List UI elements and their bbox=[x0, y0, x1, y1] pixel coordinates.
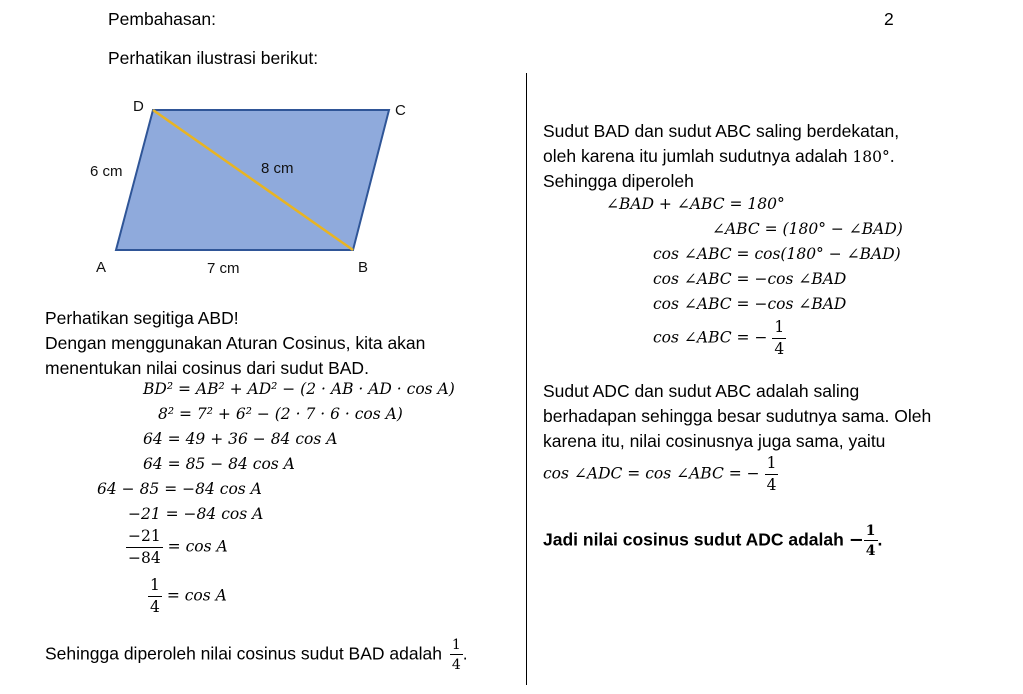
equation-rhs: = cos A bbox=[166, 586, 227, 605]
final-answer-period: . bbox=[877, 529, 883, 550]
intro-text: Perhatikan ilustrasi berikut: bbox=[108, 48, 319, 68]
column-divider bbox=[526, 73, 527, 685]
left-line-1: Perhatikan segitiga ABD! bbox=[45, 308, 239, 328]
final-answer-fraction bbox=[864, 524, 878, 558]
vertex-c-label: C bbox=[395, 102, 406, 119]
right-para2-line-3: karena itu, nilai cosinusnya juga sama, yaitu bbox=[543, 431, 886, 451]
final-answer-sign: − bbox=[848, 529, 864, 551]
equation-cos-abc-3: cos ∠ABC = −cos ∠BAD bbox=[653, 295, 847, 313]
equation-step-3: 64 = 49 + 36 − 84 cos A bbox=[143, 430, 338, 448]
equation-cos-abc-2: cos ∠ABC = −cos ∠BAD bbox=[653, 270, 847, 288]
equation-angle-sum: ∠BAD + ∠ABC = 180° bbox=[606, 195, 785, 213]
fraction-neg-1-4 bbox=[772, 320, 786, 357]
equation-step-6: −21 = −84 cos A bbox=[128, 505, 264, 523]
fraction-neg-1-4 bbox=[765, 456, 779, 493]
fraction-denominator: −84 bbox=[128, 548, 161, 567]
section-title: Pembahasan: bbox=[108, 9, 216, 29]
vertex-a-label: A bbox=[96, 259, 107, 276]
equation-step-5: 64 − 85 = −84 cos A bbox=[97, 480, 262, 498]
conclusion-fraction bbox=[450, 638, 463, 672]
equation-lhs: cos ∠ABC = − bbox=[653, 328, 768, 347]
fraction-numerator: −21 bbox=[126, 529, 163, 548]
equation-cosine-rule: BD² = AB² + AD² − (2 · AB · AD · cos A) bbox=[143, 380, 455, 398]
fraction-denominator: 4 bbox=[865, 543, 876, 559]
side-ad-label: 6 cm bbox=[90, 163, 123, 180]
final-answer bbox=[543, 524, 882, 558]
fraction-numerator: 1 bbox=[451, 637, 461, 653]
fraction-numerator: 1 bbox=[772, 320, 786, 339]
right-line-2-text: oleh karena itu jumlah sudutnya adalah bbox=[543, 146, 848, 166]
equation-angle-abc: ∠ABC = (180° − ∠BAD) bbox=[712, 220, 903, 238]
fraction-denominator: 4 bbox=[766, 475, 777, 494]
equation-rhs: = cos A bbox=[167, 537, 228, 556]
fraction-numerator: 1 bbox=[765, 456, 779, 475]
right-line-3: Sehingga diperoleh bbox=[543, 171, 694, 191]
vertex-d-label: D bbox=[133, 98, 144, 115]
equation-cos-adc bbox=[543, 456, 778, 493]
fraction-denominator: 4 bbox=[774, 339, 785, 358]
parallelogram-figure bbox=[80, 90, 440, 290]
right-para2-line-1: Sudut ADC dan sudut ABC adalah saling bbox=[543, 381, 860, 401]
fraction-numerator: 1 bbox=[865, 523, 876, 539]
equation-step-8 bbox=[148, 578, 227, 615]
fraction-denominator: 4 bbox=[150, 597, 160, 616]
right-line-1: Sudut BAD dan sudut ABC saling berdekatan, bbox=[543, 121, 900, 141]
conclusion-period: . bbox=[462, 643, 468, 664]
page-number: 2 bbox=[884, 9, 894, 29]
fraction-1-4 bbox=[148, 578, 162, 615]
diagonal-label: 8 cm bbox=[261, 160, 294, 177]
equation-substitution: 8² = 7² + 6² − (2 · 7 · 6 · cos A) bbox=[158, 405, 403, 423]
equation-cos-abc-4 bbox=[653, 320, 786, 357]
right-line-2 bbox=[543, 146, 895, 167]
left-conclusion bbox=[45, 638, 468, 672]
equation-step-4: 64 = 85 − 84 cos A bbox=[143, 455, 295, 473]
conclusion-text: Sehingga diperoleh nilai cosinus sudut BAD adalah bbox=[45, 643, 442, 664]
right-para2-line-2: berhadapan sehingga besar sudutnya sama. Oleh bbox=[543, 406, 932, 426]
final-answer-text: Jadi nilai cosinus sudut ADC adalah bbox=[543, 529, 844, 550]
fraction-21-84 bbox=[126, 529, 163, 566]
angle-sum-value: 180°. bbox=[852, 148, 895, 166]
side-ab-label: 7 cm bbox=[207, 260, 240, 277]
left-line-3: menentukan nilai cosinus dari sudut BAD. bbox=[45, 358, 369, 378]
fraction-numerator: 1 bbox=[148, 578, 162, 597]
equation-lhs: cos ∠ADC = cos ∠ABC = − bbox=[543, 464, 760, 483]
fraction-denominator: 4 bbox=[451, 657, 461, 673]
equation-step-7 bbox=[126, 529, 228, 566]
vertex-b-label: B bbox=[358, 259, 369, 276]
equation-cos-abc-1: cos ∠ABC = cos(180° − ∠BAD) bbox=[653, 245, 901, 263]
left-line-2: Dengan menggunakan Aturan Cosinus, kita akan bbox=[45, 333, 426, 353]
